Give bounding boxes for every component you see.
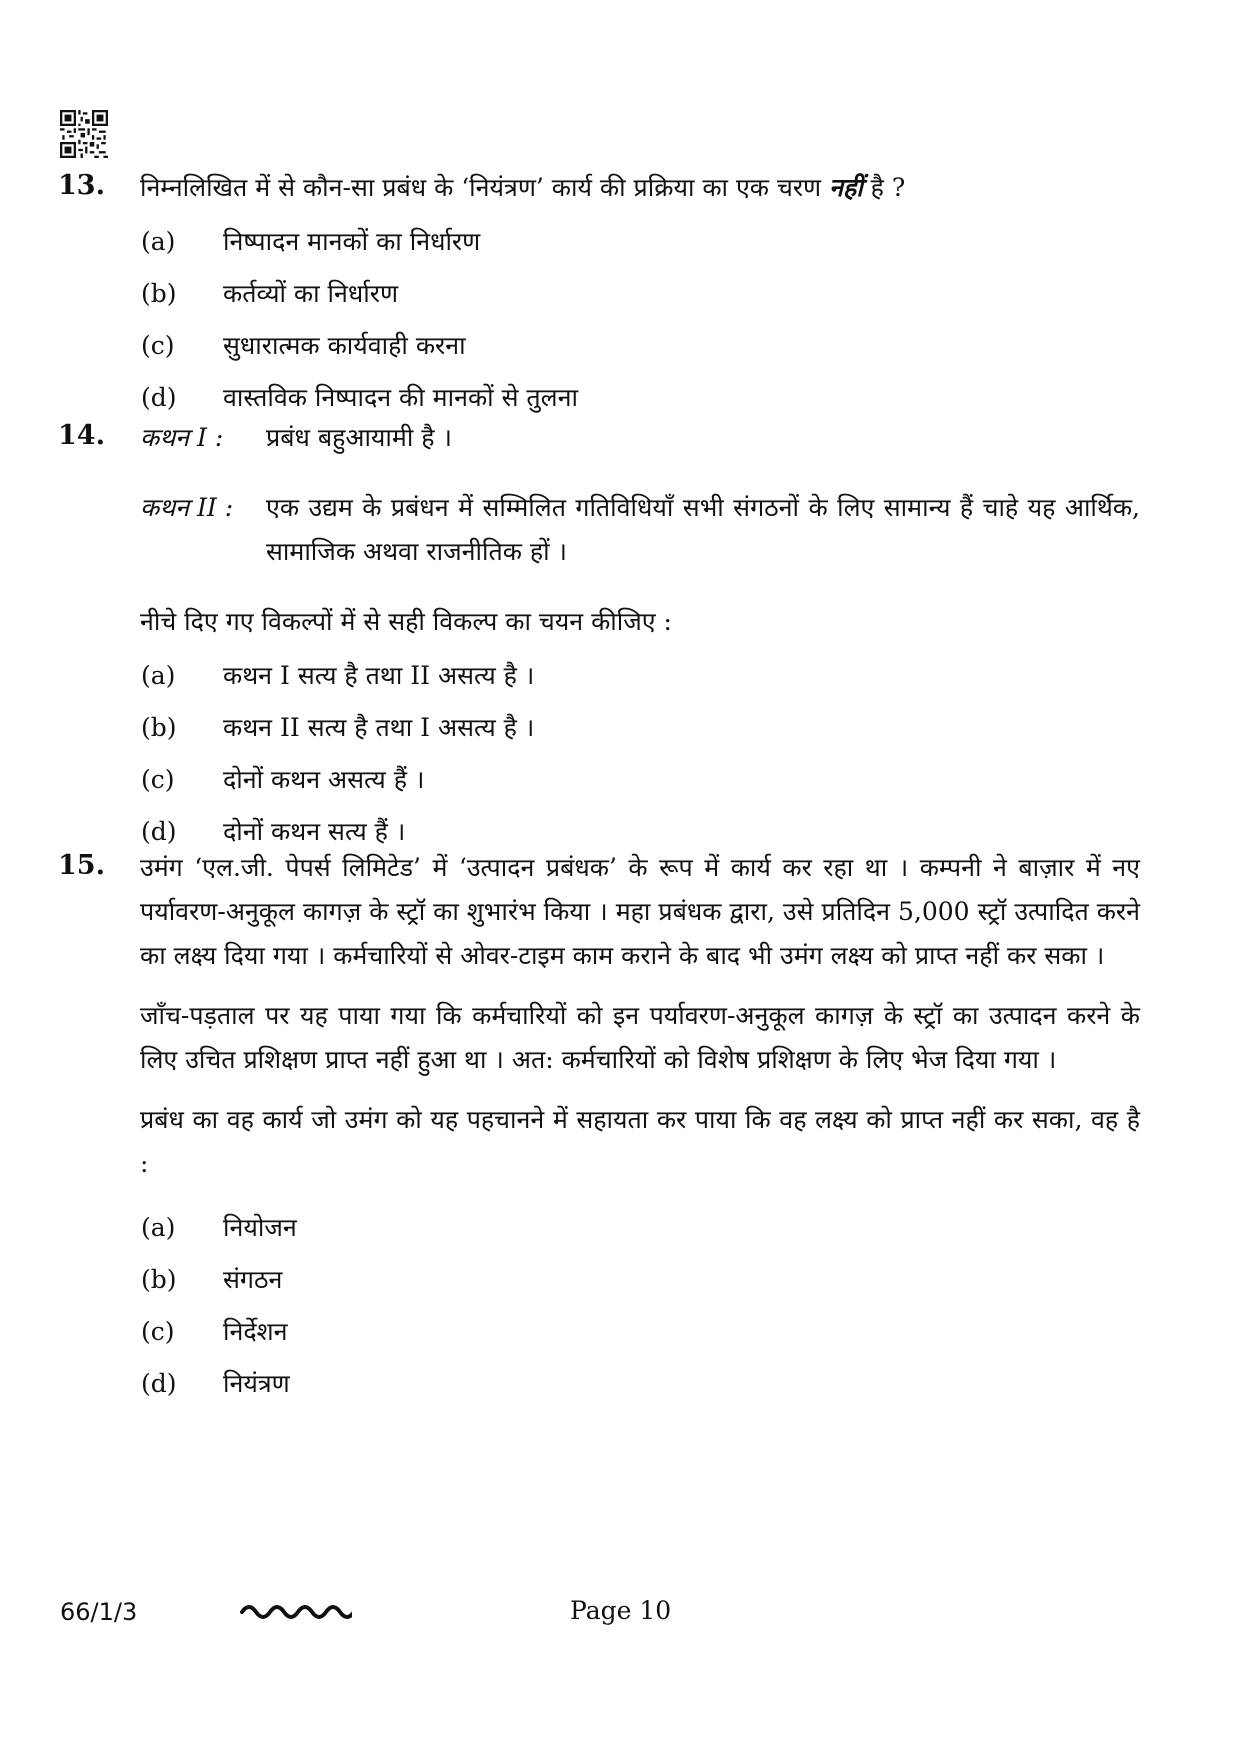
question-number: 14. (58, 420, 105, 451)
option-b[interactable] (140, 702, 1140, 754)
question-prompt: प्रबंध का वह कार्य जो उमंग को यह पहचानने में सहायता कर पाया कि वह लक्ष्य को प्राप्त नहीं कर सका, वह है : (140, 1105, 1140, 1178)
page-number: Page 10 (570, 1596, 672, 1625)
statement-label: कथन II : (140, 493, 234, 522)
statement-2 (140, 486, 1140, 574)
option-a[interactable] (140, 216, 1140, 268)
statement-label: कथन I : (140, 423, 224, 452)
option-letter: (a) (141, 661, 176, 690)
option-text: कथन I सत्य है तथा II असत्य है । (223, 661, 535, 690)
question-body (140, 416, 1140, 858)
statement-text: प्रबंध बहुआयामी है । (266, 423, 452, 452)
option-b[interactable] (140, 268, 1140, 320)
statement-text: एक उद्यम के प्रबंधन में सम्मिलित गतिविधियाँ सभी संगठनों के लिए सामान्य हैं चाहे यह आर्थिक, सामाजिक अथवा राजनीतिक हों । (266, 493, 1140, 566)
option-a[interactable] (140, 650, 1140, 702)
option-text: वास्तविक निष्पादन की मानकों से तुलना (223, 383, 578, 412)
options-list (140, 650, 1140, 858)
option-letter: (c) (141, 331, 175, 360)
qr-code-icon (60, 110, 108, 158)
passage-paragraph-2: जाँच-पड़ताल पर यह पाया गया कि कर्मचारियों को इन पर्यावरण-अनुकूल कागज़ के स्ट्रॉ का उत्पादन करने के लिए उचित प्रशिक्षण प्राप्त नहीं हुआ था । अत: कर्मचारियों को विशेष प्रशिक्षण के लिए भेज दिया गया । (140, 1001, 1140, 1074)
question-number: 13. (58, 170, 105, 201)
option-letter: (c) (141, 765, 175, 794)
option-letter: (a) (141, 1213, 176, 1242)
option-letter: (a) (141, 227, 176, 256)
question-body (140, 166, 1140, 424)
option-c[interactable] (140, 320, 1140, 372)
option-a[interactable] (140, 1202, 1140, 1254)
option-letter: (d) (141, 383, 177, 412)
option-text: कथन II सत्य है तथा I असत्य है । (223, 713, 535, 742)
instruction-text: नीचे दिए गए विकल्पों में से सही विकल्प का चयन कीजिए : (140, 607, 672, 636)
question-text: निम्नलिखित में से कौन-सा प्रबंध के ‘नियंत्रण’ कार्य की प्रक्रिया का एक चरण नहीं है ? (140, 173, 906, 202)
options-list (140, 216, 1140, 424)
option-text: निर्देशन (223, 1317, 288, 1346)
statement-1 (140, 416, 1140, 460)
paper-code: 66/1/3 (60, 1598, 138, 1626)
option-text: दोनों कथन सत्य हैं । (223, 817, 406, 846)
option-letter: (d) (141, 817, 177, 846)
option-text: निष्पादन मानकों का निर्धारण (223, 227, 481, 256)
question-body (140, 846, 1140, 1410)
options-list (140, 1202, 1140, 1410)
option-b[interactable] (140, 1254, 1140, 1306)
option-text: सुधारात्मक कार्यवाही करना (223, 331, 466, 360)
option-letter: (b) (141, 713, 177, 742)
option-text: नियंत्रण (223, 1369, 290, 1398)
option-d[interactable] (140, 1358, 1140, 1410)
emphasis-not: नहीं (829, 173, 863, 202)
option-letter: (b) (141, 279, 177, 308)
option-text: दोनों कथन असत्य हैं । (223, 765, 425, 794)
option-c[interactable] (140, 754, 1140, 806)
option-text: कर्तव्यों का निर्धारण (223, 279, 399, 308)
page-footer (60, 1592, 1140, 1632)
option-letter: (d) (141, 1369, 177, 1398)
option-letter: (c) (141, 1317, 175, 1346)
question-number: 15. (58, 850, 105, 881)
option-c[interactable] (140, 1306, 1140, 1358)
passage-paragraph-1: उमंग ‘एल.जी. पेपर्स लिमिटेड’ में ‘उत्पादन प्रबंधक’ के रूप में कार्य कर रहा था । कम्पनी ने बाज़ार में नए पर्यावरण-अनुकूल कागज़ के स्ट्रॉ का शुभारंभ किया । महा प्रबंधक द्वारा, उसे प्रतिदिन 5,000 स्ट्रॉ उत्पादित करने का लक्ष्य दिया गया । कर्मचारियों से ओवर-टाइम काम कराने के बाद भी उमंग लक्ष्य को प्राप्त नहीं कर सका । (140, 853, 1140, 970)
option-letter: (b) (141, 1265, 177, 1294)
option-text: संगठन (223, 1265, 283, 1294)
wave-ornament-icon (240, 1596, 352, 1624)
option-text: नियोजन (223, 1213, 297, 1242)
